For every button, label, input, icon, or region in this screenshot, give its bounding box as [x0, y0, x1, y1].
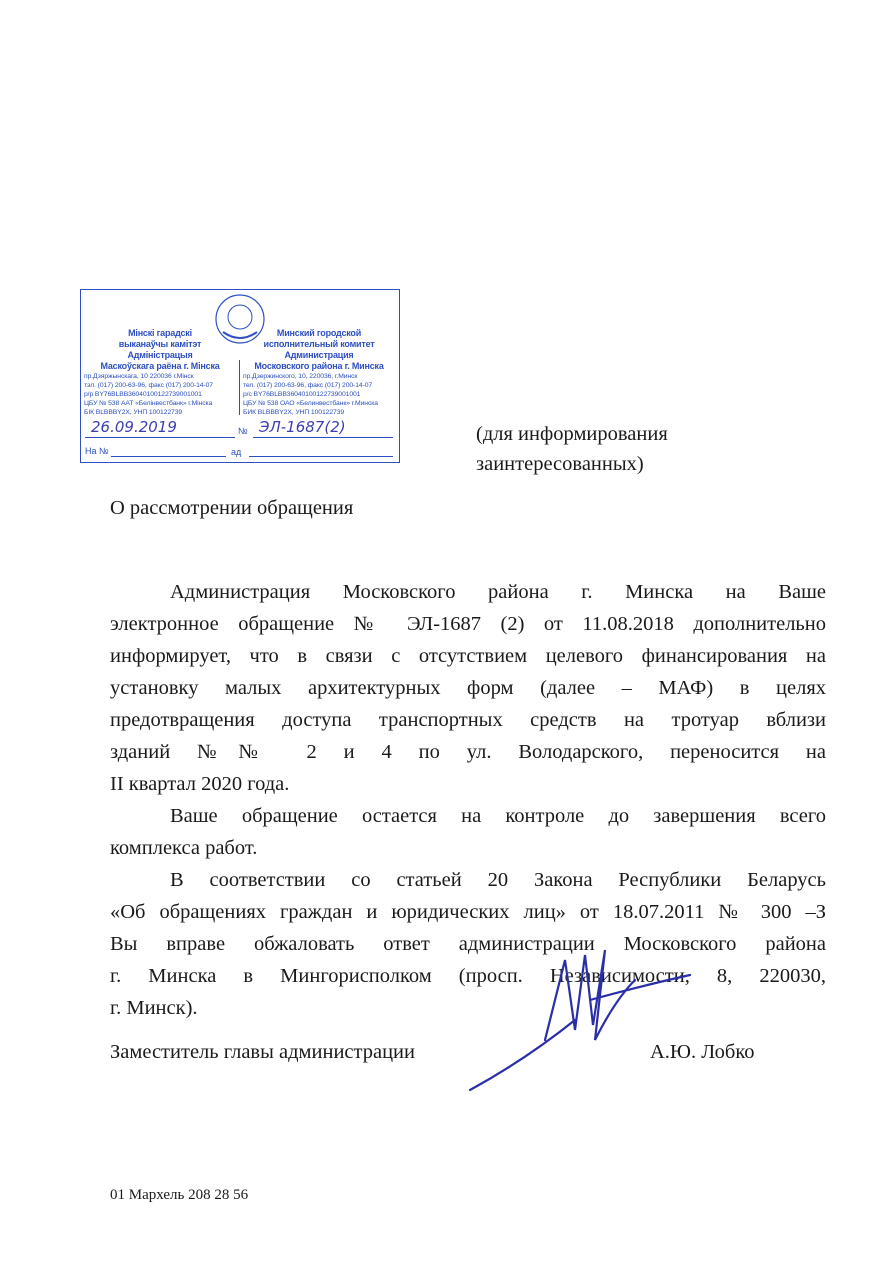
stamp-org-line: исполнительный комитет: [263, 339, 375, 349]
addressee-line: заинтересованных): [476, 453, 644, 475]
stamp-org-line: Администрация: [284, 350, 354, 360]
stamp-detail: тел. (017) 200-63-96, факс (017) 200-14-07: [243, 382, 373, 389]
stamp-detail: пр.Дзяржынскага, 10 220036 г.Мінск: [84, 373, 194, 380]
subject: О рассмотрении обращения: [110, 497, 354, 519]
stamp-left-column: [84, 328, 236, 417]
body-line: II квартал 2020 года.: [110, 773, 290, 795]
stamp-number-label: №: [238, 426, 248, 436]
stamp-org-line: Адміністрацыя: [127, 350, 193, 360]
stamp-org-line: Минский городской: [276, 328, 362, 338]
registration-stamp: [80, 289, 400, 463]
body-line: установку малых архитектурных форм (далее – МАФ) в целях: [110, 677, 826, 699]
stamp-detail: р/р BY76BLBB36040100122739001001: [84, 391, 202, 398]
stamp-ref-label: На №: [85, 446, 109, 456]
stamp-detail: БІК BLBBBY2X, УНП 100122739: [84, 409, 183, 416]
stamp-divider: [239, 360, 240, 415]
stamp-org-line: Мінскі гарадскі: [128, 328, 192, 338]
body-line: г. Минск).: [110, 997, 198, 1019]
stamp-detail: ЦБУ № 538 ААТ «Белінвестбанк» г.Мінска: [84, 400, 213, 407]
stamp-detail: р/с BY76BLBB36040100122739001001: [243, 391, 361, 398]
stamp-right-column: [243, 328, 395, 417]
body-line: зданий №№ 2 и 4 по ул. Володарского, переносится на: [110, 741, 826, 763]
body-line: Ваше обращение остается на контроле до завершения всего: [170, 805, 826, 827]
body-line: предотвращения доступа транспортных средств на тротуар вблизи: [110, 709, 826, 731]
body-line: электронное обращение № ЭЛ-1687 (2) от 11.08.2018 дополнительно: [110, 613, 826, 635]
stamp-date: 26.09.2019: [91, 418, 177, 436]
signatory-title: Заместитель главы администрации: [110, 1041, 415, 1063]
stamp-detail: ЦБУ № 538 ОАО «Белинвестбанк» г.Минска: [243, 400, 378, 407]
body-line: В соответствии со статьей 20 Закона Республики Беларусь: [170, 869, 826, 891]
stamp-org-line: Маскоўскага раёна г. Мінска: [100, 361, 220, 371]
stamp-org-line: выканаўчы камітэт: [118, 339, 202, 349]
body-line: информирует, что в связи с отсутствием целевого финансирования на: [110, 645, 826, 667]
body-line: Вы вправе обжаловать ответ администрации Московского района: [110, 933, 826, 955]
addressee-line: (для информирования: [476, 423, 668, 445]
stamp-ref-from: ад: [231, 447, 242, 457]
stamp-number: ЭЛ-1687(2): [259, 418, 346, 436]
stamp-detail: тэл. (017) 200-63-96, факс (017) 200-14-07: [84, 382, 213, 389]
body-line: комплекса работ.: [110, 837, 258, 859]
body-line: Администрация Московского района г. Минска на Ваше: [170, 581, 826, 603]
handwritten-signature: [465, 940, 695, 1100]
signatory-name: А.Ю. Лобко: [650, 1041, 755, 1063]
body-line: г. Минска в Мингорисполком (просп. Независимости, 8, 220030,: [110, 965, 826, 987]
stamp-detail: БИК BLBBBY2X, УНП 100122739: [243, 409, 345, 416]
stamp-detail: пр.Дзержинского, 10, 220036, г.Минск: [243, 373, 358, 380]
body-line: «Об обращениях граждан и юридических лиц» от 18.07.2011 № 300 –З: [110, 901, 826, 923]
stamp-org-line: Московского района г. Минска: [254, 361, 384, 371]
addressee: [476, 419, 668, 479]
footer-contact: 01 Мархель 208 28 56: [110, 1187, 249, 1203]
